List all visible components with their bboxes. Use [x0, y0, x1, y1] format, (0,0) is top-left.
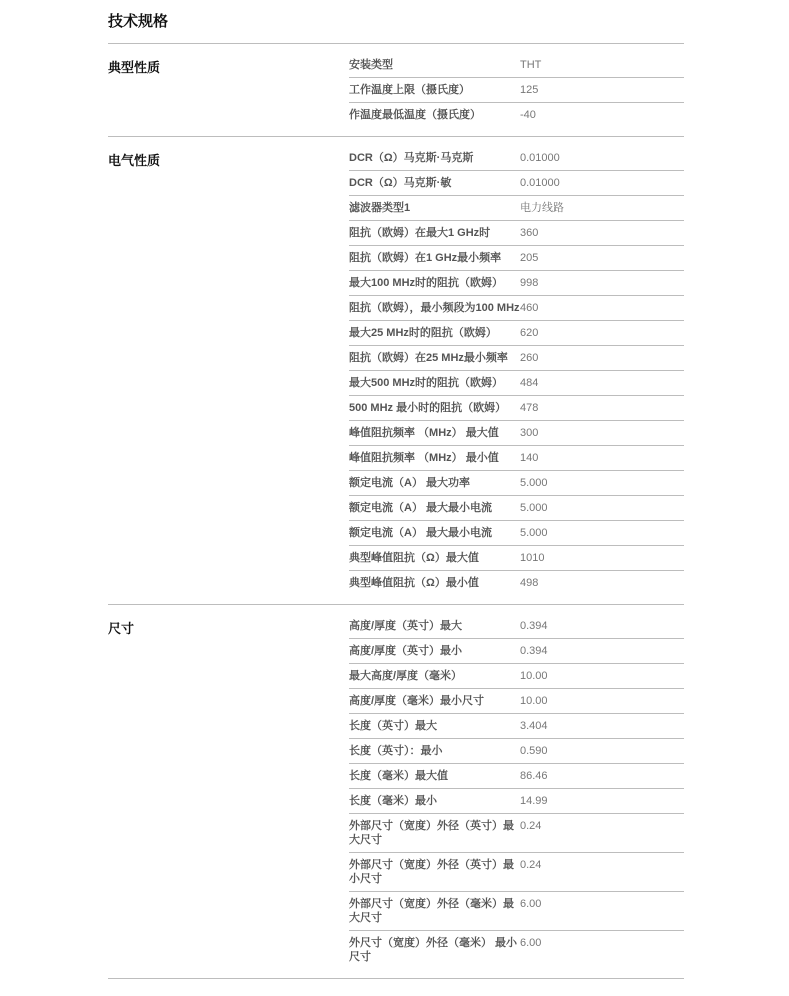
spec-row [349, 739, 684, 764]
spec-container [108, 0, 684, 979]
spec-row [349, 689, 684, 714]
section-title: 典型性质 [108, 60, 161, 75]
spec-value: -40 [520, 109, 536, 121]
spec-label: 高度/厚度（英寸）最大 [349, 620, 463, 632]
spec-value: 498 [520, 577, 539, 589]
spec-row [349, 931, 684, 969]
spec-label: 峰值阻抗频率 （MHz） 最小值 [349, 452, 499, 464]
section-dimensions [108, 605, 684, 979]
spec-row [349, 496, 684, 521]
spec-row [349, 103, 684, 127]
spec-value: 0.24 [520, 859, 542, 871]
spec-value: 478 [520, 402, 539, 414]
spec-value: 140 [520, 452, 539, 464]
spec-label: DCR（Ω）马克斯·敏 [349, 177, 452, 189]
spec-rows [349, 146, 684, 595]
spec-value: 5.000 [520, 477, 548, 489]
spec-label: 典型峰值阻抗（Ω）最小值 [349, 577, 479, 589]
spec-label: DCR（Ω）马克斯·马克斯 [349, 152, 474, 164]
page-title [108, 0, 684, 44]
spec-label: 长度（毫米）最大值 [349, 770, 448, 782]
page-title-text: 技术规格 [108, 13, 169, 30]
spec-label: 外部尺寸（宽度）外径（英寸）最大尺寸 [349, 820, 514, 846]
spec-label: 外部尺寸（宽度）外径（英寸）最小尺寸 [349, 859, 514, 885]
spec-value: 205 [520, 252, 539, 264]
spec-label: 阻抗（欧姆）在25 MHz最小频率 [349, 352, 508, 364]
spec-label: 最大500 MHz时的阻抗（欧姆） [349, 377, 504, 389]
spec-value: 电力线路 [520, 202, 564, 214]
spec-row [349, 853, 684, 892]
section-title: 电气性质 [108, 153, 161, 168]
section-title: 尺寸 [108, 621, 135, 636]
spec-label: 阻抗（欧姆）在最大1 GHz时 [349, 227, 491, 239]
spec-label: 阻抗（欧姆）在1 GHz最小频率 [349, 252, 502, 264]
spec-row [349, 471, 684, 496]
spec-label: 额定电流（A） 最大最小电流 [349, 527, 492, 539]
spec-row [349, 246, 684, 271]
spec-value: 6.00 [520, 898, 542, 910]
spec-row [349, 371, 684, 396]
spec-value: 14.99 [520, 795, 548, 807]
spec-row [349, 171, 684, 196]
spec-row [349, 296, 684, 321]
spec-row [349, 789, 684, 814]
spec-value: 0.01000 [520, 177, 560, 189]
spec-row [349, 714, 684, 739]
spec-row [349, 892, 684, 931]
spec-label: 安装类型 [349, 59, 393, 71]
spec-row [349, 346, 684, 371]
spec-row [349, 521, 684, 546]
spec-value: 484 [520, 377, 539, 389]
spec-label: 工作温度上限（摄氏度） [349, 84, 470, 96]
spec-row [349, 814, 684, 853]
spec-row [349, 146, 684, 171]
spec-label: 最大25 MHz时的阻抗（欧姆） [349, 327, 497, 339]
spec-row [349, 196, 684, 221]
spec-row [349, 421, 684, 446]
spec-value: 3.404 [520, 720, 548, 732]
spec-label: 峰值阻抗频率 （MHz） 最大值 [349, 427, 499, 439]
spec-value: 0.394 [520, 620, 548, 632]
spec-label: 外部尺寸（宽度）外径（毫米）最大尺寸 [349, 898, 514, 924]
spec-label: 作温度最低温度（摄氏度） [349, 109, 481, 121]
spec-value: 0.394 [520, 645, 548, 657]
spec-label: 外尺寸（宽度）外径（毫米） 最小尺寸 [349, 937, 518, 963]
spec-row [349, 221, 684, 246]
spec-value: 0.01000 [520, 152, 560, 164]
spec-value: 300 [520, 427, 539, 439]
spec-label: 最大高度/厚度（毫米） [349, 670, 463, 682]
spec-row [349, 764, 684, 789]
spec-row [349, 639, 684, 664]
spec-label: 阻抗（欧姆），最小频段为100 MHz [349, 302, 520, 314]
spec-value: 1010 [520, 552, 545, 564]
spec-value: 10.00 [520, 670, 548, 682]
spec-label: 滤波器类型1 [349, 202, 411, 214]
spec-row [349, 446, 684, 471]
spec-row [349, 53, 684, 78]
spec-row [349, 78, 684, 103]
section-typical-properties [108, 44, 684, 137]
spec-label: 典型峰值阻抗（Ω）最大值 [349, 552, 479, 564]
spec-label: 额定电流（A） 最大功率 [349, 477, 470, 489]
spec-label: 长度（毫米）最小 [349, 795, 437, 807]
spec-row [349, 571, 684, 595]
spec-value: 10.00 [520, 695, 548, 707]
spec-value: 460 [520, 302, 539, 314]
spec-value: 125 [520, 84, 539, 96]
spec-row [349, 271, 684, 296]
spec-label: 额定电流（A） 最大最小电流 [349, 502, 492, 514]
spec-row [349, 396, 684, 421]
spec-value: 6.00 [520, 937, 542, 949]
spec-label: 最大100 MHz时的阻抗（欧姆） [349, 277, 504, 289]
spec-rows [349, 614, 684, 969]
spec-row [349, 546, 684, 571]
spec-value: 5.000 [520, 527, 548, 539]
spec-value: 260 [520, 352, 539, 364]
spec-value: 86.46 [520, 770, 548, 782]
spec-value: 998 [520, 277, 539, 289]
spec-value: 5.000 [520, 502, 548, 514]
spec-row [349, 614, 684, 639]
spec-label: 长度（英寸）：最小 [349, 745, 443, 757]
spec-label: 高度/厚度（毫米）最小尺寸 [349, 695, 485, 707]
spec-rows [349, 53, 684, 127]
spec-row [349, 664, 684, 689]
section-electrical-properties [108, 137, 684, 605]
spec-value: 0.590 [520, 745, 548, 757]
spec-label: 高度/厚度（英寸）最小 [349, 645, 463, 657]
spec-value: 0.24 [520, 820, 542, 832]
spec-label: 长度（英寸）最大 [349, 720, 437, 732]
spec-value: 620 [520, 327, 539, 339]
spec-label: 500 MHz 最小时的阻抗（欧姆） [349, 402, 507, 414]
spec-value: 360 [520, 227, 539, 239]
spec-value: THT [520, 59, 542, 71]
spec-row [349, 321, 684, 346]
